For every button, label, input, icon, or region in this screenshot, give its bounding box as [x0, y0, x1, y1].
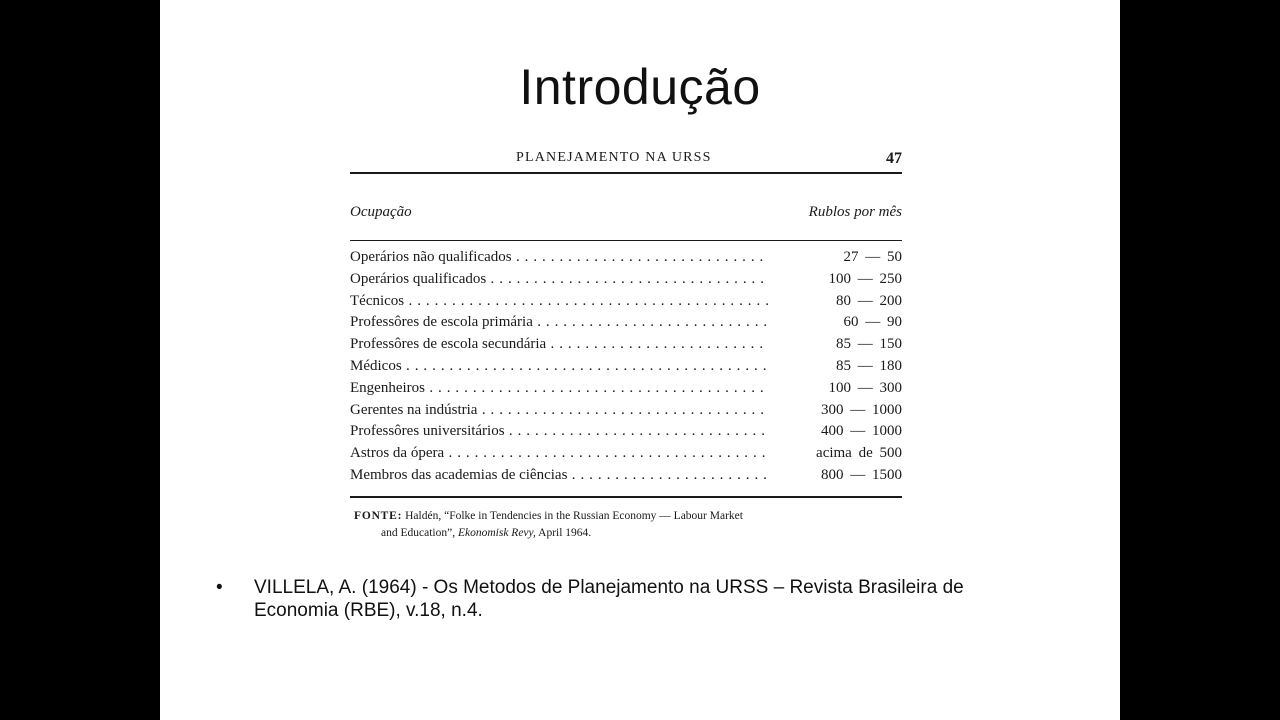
- running-title: PLANEJAMENTO NA URSS: [516, 150, 712, 165]
- occupation-cell: Operários não qualificados . . .: [350, 247, 770, 269]
- bullet-marker: •: [216, 577, 223, 598]
- scanned-table-image: [350, 146, 902, 546]
- top-rule: [350, 172, 902, 174]
- occupation-cell: Professôres de escola secundária . . .: [350, 334, 770, 356]
- value-cell: 100 — 300: [828, 379, 902, 396]
- column-headers: [350, 204, 902, 224]
- table-row: [350, 421, 902, 443]
- table-row: [350, 291, 902, 313]
- slide: [160, 0, 1120, 720]
- table-row: [350, 356, 902, 378]
- source-label: FONTE:: [354, 510, 403, 522]
- reference-text: VILLELA, A. (1964) - Os Metodos de Planejamento na URSS – Revista Brasileira de Economia (RBE), v.18, n.4.: [254, 577, 964, 621]
- occupation-cell: Médicos . . .: [350, 356, 770, 378]
- table-row: [350, 247, 902, 269]
- occupation-cell: Operários qualificados . . .: [350, 269, 770, 291]
- occupation-header: Ocupação: [350, 204, 412, 220]
- table-body: [350, 247, 902, 487]
- table-row: [350, 378, 902, 400]
- table-row: [350, 465, 902, 487]
- source-date: April 1964.: [538, 527, 592, 539]
- occupation-cell: Professôres universitários . . .: [350, 421, 770, 443]
- source-note: [354, 508, 902, 542]
- value-cell: acima de 500: [816, 445, 902, 462]
- value-cell: 85 — 180: [836, 357, 902, 374]
- slide-title: Introdução: [519, 59, 761, 115]
- running-head: [350, 150, 902, 170]
- page-number: 47: [886, 150, 902, 167]
- bottom-rule: [350, 496, 902, 498]
- source-text-line1: Haldén, “Folke in Tendencies in the Russian Economy — Labour Market: [405, 510, 743, 522]
- value-cell: 100 — 250: [828, 270, 902, 287]
- value-cell: 60 — 90: [843, 314, 902, 331]
- occupation-cell: Gerentes na indústria . . .: [350, 400, 770, 422]
- value-cell: 27 — 50: [843, 249, 902, 265]
- occupation-cell: Técnicos . . .: [350, 291, 770, 313]
- table-row: [350, 443, 902, 465]
- table-row: [350, 400, 902, 422]
- value-header: Rublos por mês: [808, 204, 902, 220]
- value-cell: 85 — 150: [836, 336, 902, 353]
- value-cell: 300 — 1000: [821, 401, 902, 418]
- source-journal: Ekonomisk Revy,: [457, 527, 536, 539]
- value-cell: 800 — 1500: [821, 466, 902, 483]
- occupation-cell: Engenheiros . . .: [350, 378, 770, 400]
- table-row: [350, 334, 902, 356]
- occupation-cell: Membros das academias de ciências . . .: [350, 465, 770, 487]
- occupation-cell: Professôres de escola primária . . .: [350, 312, 770, 334]
- table-row: [350, 269, 902, 291]
- occupation-cell: Astros da ópera . . .: [350, 443, 770, 465]
- source-text-line2: and Education”,: [381, 527, 456, 539]
- value-cell: 400 — 1000: [821, 423, 902, 440]
- header-rule: [350, 240, 902, 241]
- value-cell: 80 — 200: [836, 292, 902, 309]
- table-row: [350, 312, 902, 334]
